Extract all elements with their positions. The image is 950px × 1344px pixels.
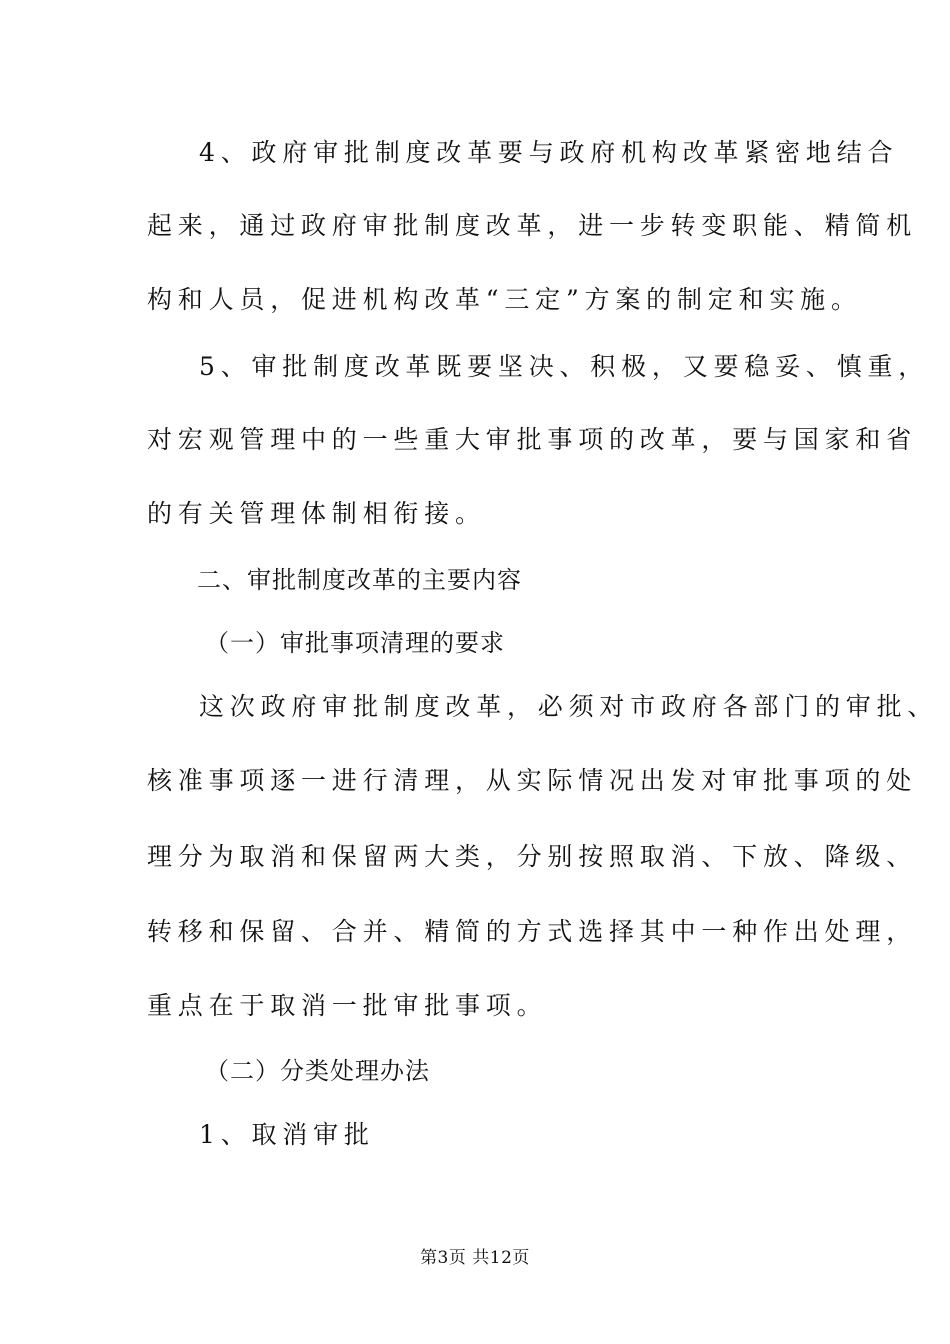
paragraph-line: 转移和保留、合并、精简的方式选择其中一种作出处理， [147, 917, 918, 946]
page-footer: 第3页 共12页 [420, 1248, 530, 1268]
list-item: 1、取消审批 [199, 1120, 375, 1149]
paragraph-line: 起来，通过政府审批制度改革，进一步转变职能、精简机 [147, 211, 918, 240]
paragraph-line: 理分为取消和保留两大类，分别按照取消、下放、降级、 [147, 842, 918, 871]
paragraph-line: 核准事项逐一进行清理，从实际情况出发对审批事项的处 [147, 766, 918, 795]
subsection-heading: （二）分类处理办法 [205, 1057, 430, 1085]
paragraph-line: 的有关管理体制相衔接。 [147, 499, 486, 528]
paragraph-line: 重点在于取消一批审批事项。 [147, 991, 548, 1020]
section-heading: 二、审批制度改革的主要内容 [197, 566, 522, 594]
paragraph-line: 5、审批制度改革既要坚决、积极，又要稳妥、慎重， [199, 352, 930, 381]
paragraph-line: 4、政府审批制度改革要与政府机构改革紧密地结合 [199, 138, 899, 167]
paragraph-line: 这次政府审批制度改革，必须对市政府各部门的审批、 [199, 692, 939, 721]
paragraph-line: 对宏观管理中的一些重大审批事项的改革，要与国家和省 [147, 425, 918, 454]
subsection-heading: （一）审批事项清理的要求 [205, 629, 505, 657]
paragraph-line: 构和人员，促进机构改革“三定”方案的制定和实施。 [147, 285, 862, 314]
